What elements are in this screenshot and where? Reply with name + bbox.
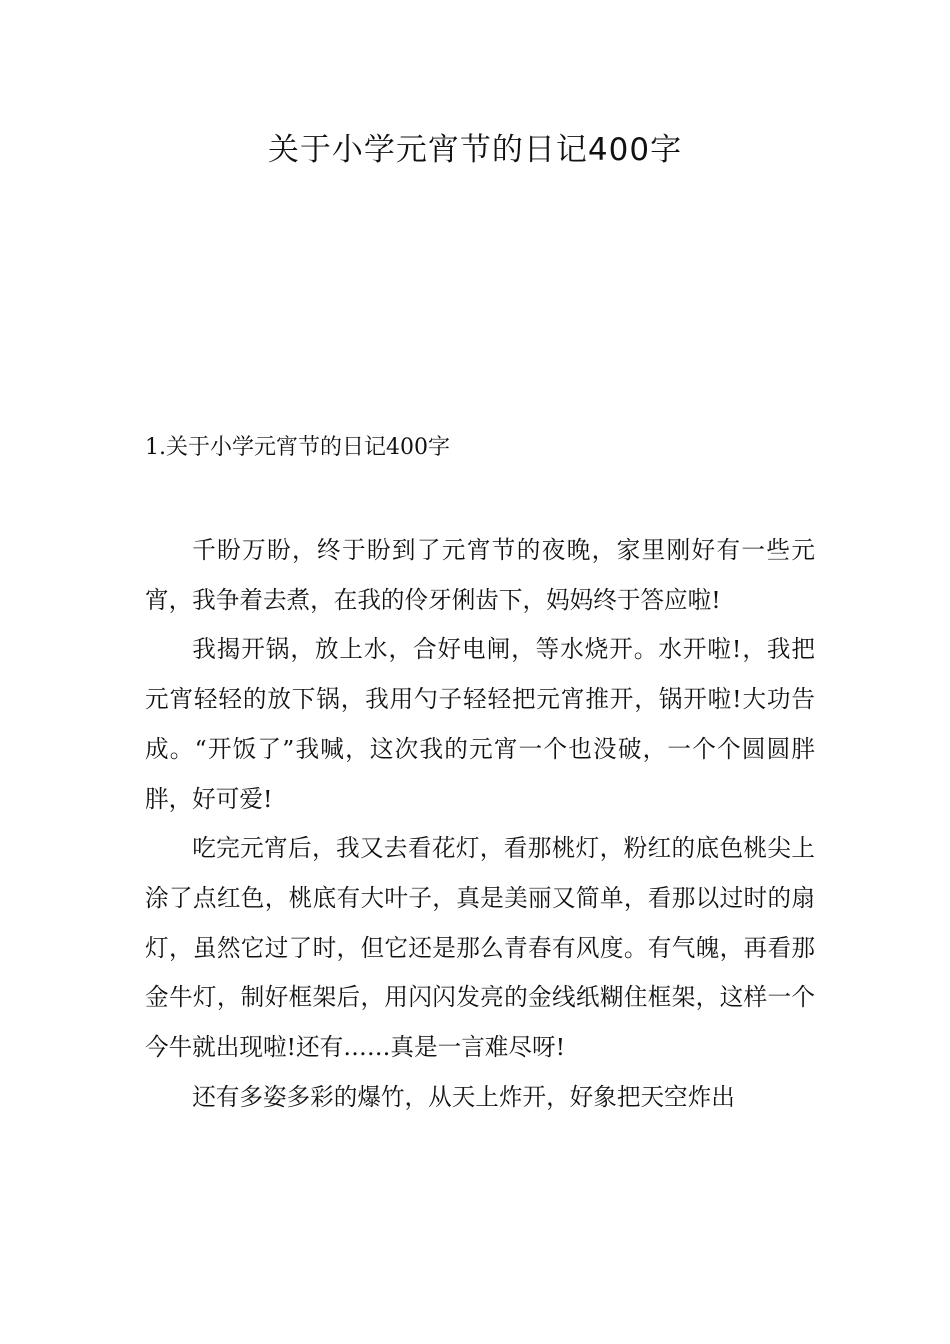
- paragraph: 吃完元宵后，我又去看花灯，看那桃灯，粉红的底色桃尖上涂了点红色，桃底有大叶子，真是美丽又简单，看那以过时的扇灯，虽然它过了时，但它还是那么青春有风度。有气魄，再看那金牛灯，制好框架后，用闪闪发亮的金线纸糊住框架，这样一个今牛就出现啦!还有……真是一言难尽呀!: [145, 834, 815, 1062]
- paragraph: 我揭开锅，放上水，合好电闸，等水烧开。水开啦!，我把元宵轻轻的放下锅，我用勺子轻轻把元宵推开，锅开啦!大功告成。“开饭了”我喊，这次我的元宵一个也没破，一个个圆圆胖胖，好可爱!: [145, 635, 815, 813]
- paragraph: 还有多姿多彩的爆竹，从天上炸开，好象把天空炸出: [192, 1082, 735, 1111]
- document-title: 关于小学元宵节的日记400字: [267, 132, 683, 168]
- paragraph: 千盼万盼，终于盼到了元宵节的夜晚，家里刚好有一些元宵，我争着去煮，在我的伶牙俐齿下，妈妈终于答应啦!: [145, 536, 815, 614]
- section-heading: 1.关于小学元宵节的日记400字: [145, 435, 450, 460]
- article-body: [145, 526, 815, 1122]
